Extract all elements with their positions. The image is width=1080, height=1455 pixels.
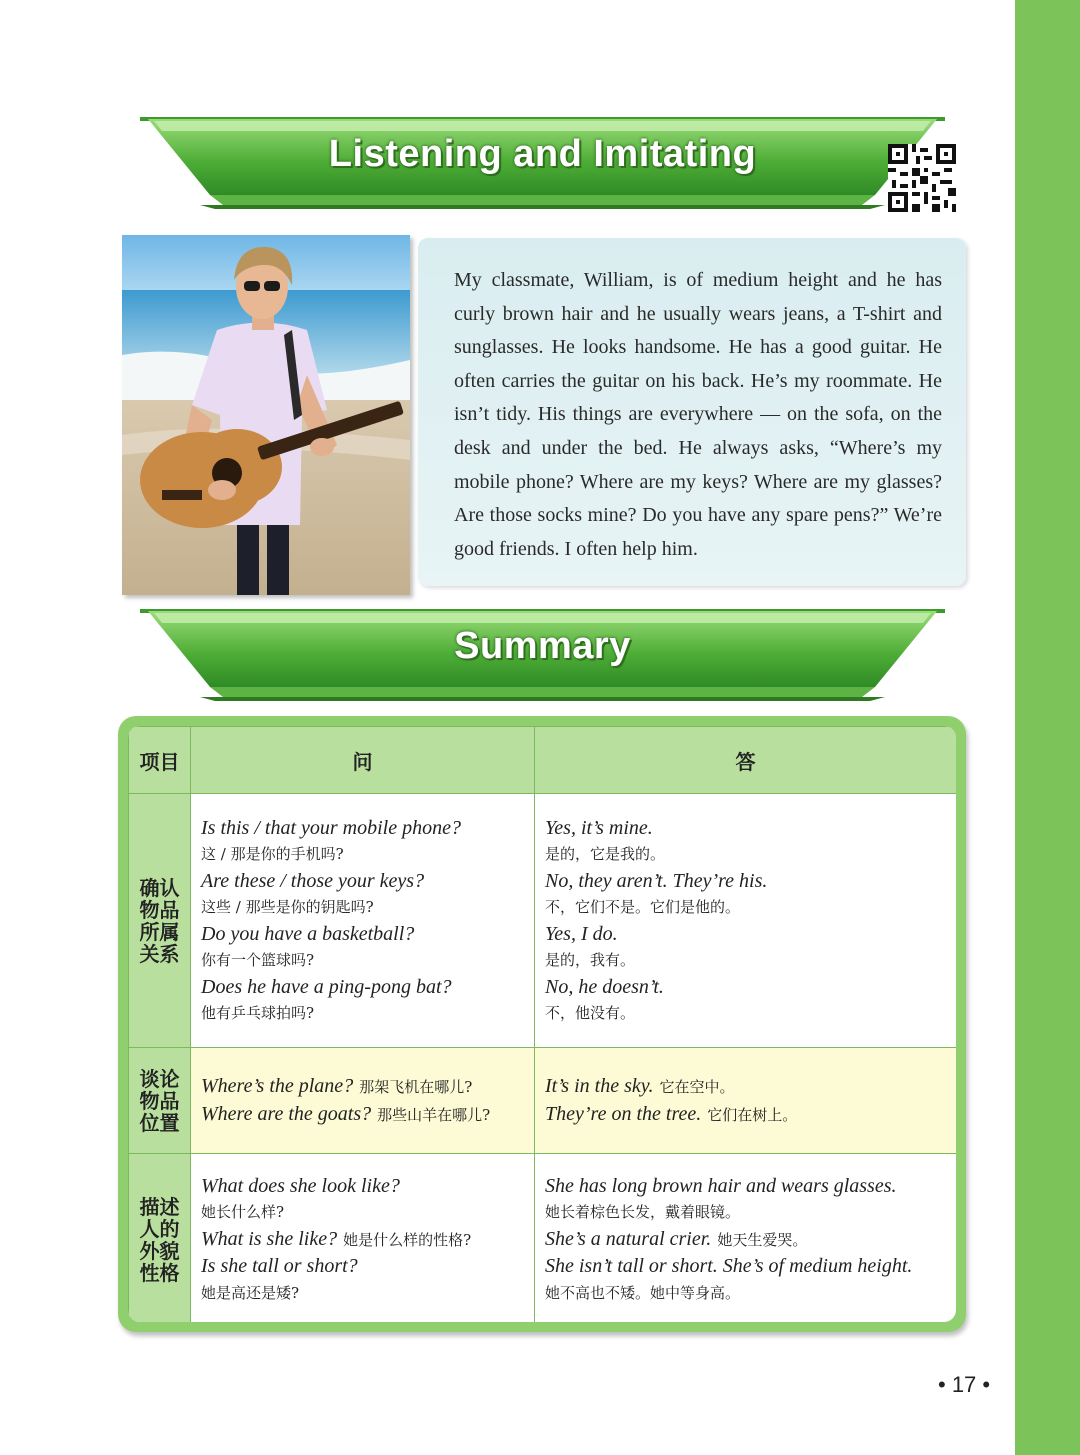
answer-zh: 她长着棕色长发，戴着眼镜。	[545, 1203, 741, 1222]
answer-en: No, he doesn’t.	[545, 975, 664, 998]
answer-line	[545, 1073, 948, 1101]
category-cell	[129, 794, 191, 1048]
summary-table-frame	[118, 716, 966, 1332]
question-en: Do you have a basketball?	[201, 922, 415, 945]
qr-code-icon[interactable]	[888, 144, 956, 212]
question-line	[201, 1101, 526, 1129]
answer-en: She isn’t tall or short. She’s of medium height.	[545, 1255, 913, 1278]
answer-en: They’re on the tree.	[545, 1102, 702, 1125]
section-banner-listening	[140, 115, 945, 210]
question-en: Is she tall or short?	[201, 1255, 358, 1278]
category-line: 物品	[139, 897, 180, 922]
passage-text: My classmate, William, is of medium height and he has curly brown hair and he usually wears jeans, a T-shirt and sunglasses. He looks handsome. He has a good guitar. He often carries the guitar on his back. He’s my roommate. He isn’t tidy. His things are everywhere — on the sofa, on the desk and under the bed. He always asks, “Where’s my mobile phone? Where are my keys? Where are my glasses? Are those socks mine? Do you have any spare pens?” We’re good friends. I often help him.	[454, 269, 942, 560]
answer-line	[545, 1101, 948, 1129]
photo-boy-with-guitar	[122, 235, 410, 595]
section-title: Summary	[454, 625, 631, 667]
question-en: Where are the goats?	[201, 1102, 372, 1125]
category-line: 所属	[139, 919, 180, 944]
question-zh: 这 / 那是你的手机吗?	[201, 845, 344, 863]
category-line: 描述	[139, 1194, 180, 1219]
answer-zh: 不，它们不是。它们是他的。	[545, 898, 741, 916]
table-header-row	[129, 727, 957, 794]
answer-en: Yes, it’s mine.	[545, 816, 653, 839]
question-cell	[191, 1048, 535, 1154]
header-answer: 答	[535, 727, 957, 794]
answer-zh: 她不高也不矮。她中等身高。	[545, 1283, 741, 1302]
question-en: What is she like?	[201, 1227, 338, 1250]
answer-zh: 它在空中。	[659, 1078, 735, 1096]
question-en: Does he have a ping-pong bat?	[201, 975, 452, 998]
answer-zh: 是的，我有。	[545, 951, 636, 969]
answer-zh: 它们在树上。	[707, 1105, 798, 1124]
question-en: What does she look like?	[201, 1174, 400, 1197]
question-line	[201, 1073, 526, 1101]
table-row	[129, 1048, 957, 1154]
answer-zh: 不，他没有。	[545, 1004, 636, 1022]
answer-zh: 她天生爱哭。	[717, 1230, 808, 1249]
passage-box	[418, 238, 966, 586]
question-line	[201, 1226, 526, 1254]
answer-en: She’s a natural crier.	[545, 1227, 712, 1250]
category-line: 性格	[139, 1260, 180, 1285]
answer-en: She has long brown hair and wears glasses.	[545, 1174, 897, 1197]
page-number: • 17 •	[938, 1372, 991, 1397]
table-row	[129, 794, 957, 1048]
category-line: 谈论	[139, 1066, 180, 1091]
category-line: 物品	[139, 1088, 180, 1113]
question-zh: 她是高还是矮?	[201, 1283, 300, 1302]
question-en: Are these / those your keys?	[201, 869, 425, 892]
question-en: Where’s the plane?	[201, 1075, 354, 1097]
category-line: 人的	[139, 1216, 180, 1241]
question-cell	[191, 794, 535, 1048]
category-cell	[129, 1048, 191, 1154]
header-question: 问	[191, 727, 535, 794]
answer-cell	[535, 794, 957, 1048]
question-zh: 那些山羊在哪儿?	[377, 1105, 491, 1124]
answer-en: No, they aren’t. They’re his.	[545, 869, 768, 892]
question-zh: 他有乒乓球拍吗?	[201, 1004, 315, 1022]
answer-en: It’s in the sky.	[545, 1075, 654, 1097]
summary-table-inner	[128, 726, 956, 1322]
answer-cell	[535, 1154, 957, 1323]
question-cell	[191, 1154, 535, 1323]
question-zh: 这些 / 那些是你的钥匙吗?	[201, 898, 374, 916]
category-line: 外貌	[139, 1238, 180, 1263]
question-zh: 那架飞机在哪儿?	[359, 1078, 473, 1096]
category-cell	[129, 1154, 191, 1323]
section-title: Listening and Imitating	[328, 133, 757, 175]
question-zh: 你有一个篮球吗?	[201, 951, 315, 969]
category-line: 位置	[139, 1110, 180, 1135]
question-zh: 她长什么样?	[201, 1203, 285, 1222]
side-color-bar	[1015, 0, 1080, 1455]
summary-table	[128, 726, 956, 1322]
answer-cell	[535, 1048, 957, 1154]
section-banner-summary	[140, 607, 945, 702]
answer-zh: 是的，它是我的。	[545, 845, 666, 863]
category-line: 关系	[139, 941, 180, 966]
question-zh: 她是什么样的性格?	[343, 1230, 472, 1249]
table-row	[129, 1154, 957, 1323]
header-item: 项目	[129, 727, 191, 794]
category-line: 确认	[139, 875, 180, 900]
question-en: Is this / that your mobile phone?	[201, 816, 461, 839]
answer-en: Yes, I do.	[545, 922, 618, 945]
answer-line	[545, 1226, 948, 1254]
